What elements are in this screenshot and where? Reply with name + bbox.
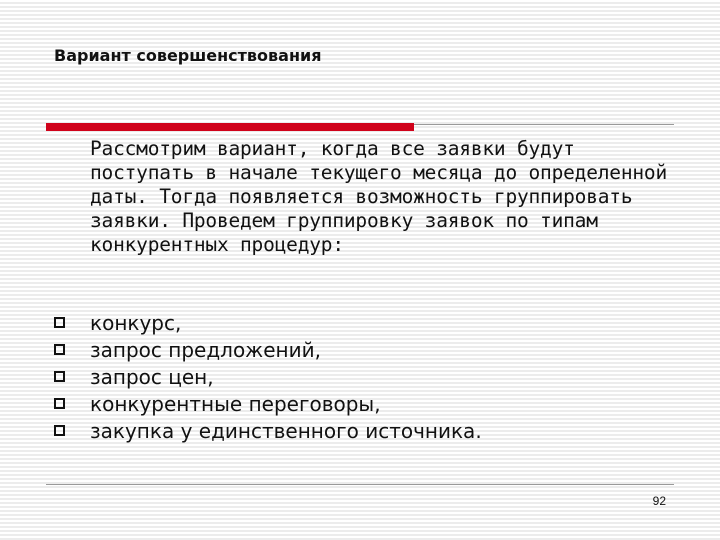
intro-paragraph: Рассмотрим вариант, когда все заявки будут поступать в начале текущего месяца до определенной даты. Тогда появляется возможность группировать заявки. Проведем группировку заявок по типам конкурентных процедур: [90,137,667,256]
square-bullet-icon [54,398,65,409]
square-bullet-icon [54,317,65,328]
list-item-text: конкурс, [90,311,182,335]
accent-bar [46,123,414,131]
square-bullet-icon [54,344,65,355]
square-bullet-icon [54,371,65,382]
page-number: 92 [652,494,666,508]
list-item-text: запрос предложений, [90,338,321,362]
list-item-text: запрос цен, [90,365,214,389]
divider-bottom [46,484,674,485]
square-bullet-icon [54,425,65,436]
list-item-text: закупка у единственного источника. [90,419,482,443]
list-item-text: конкурентные переговоры, [90,392,381,416]
slide-title: Вариант совершенствования [54,46,322,65]
